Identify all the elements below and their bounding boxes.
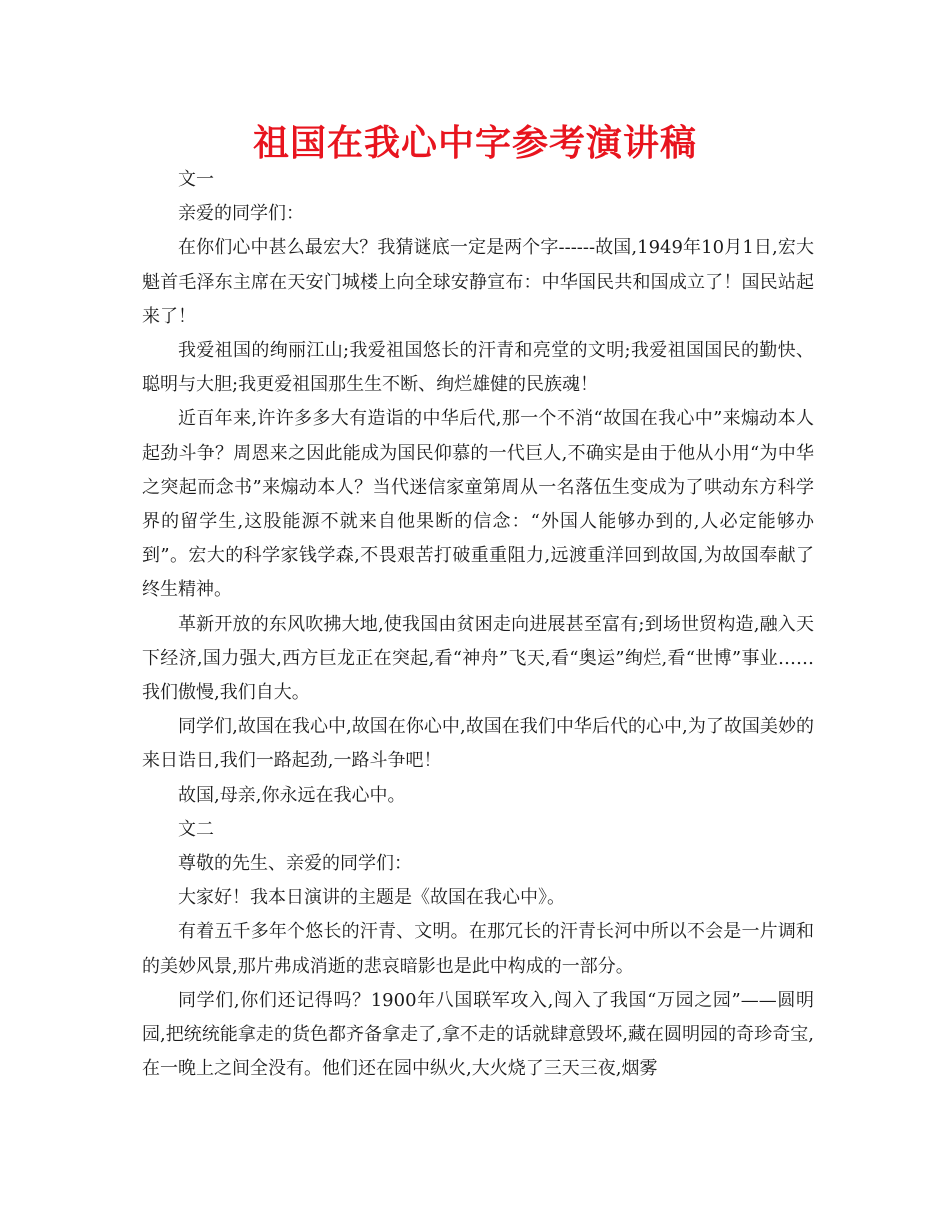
paragraph-closing: 故国,母亲,你永远在我心中。 — [178, 784, 406, 806]
paragraph: 同学们,故国在我心中,故国在你心中,故国在我们中华后代的心中,为了故国美妙的来日诰日,我们一路起劲,一路斗争吧！ — [142, 716, 814, 772]
paragraph-greeting: 尊敬的先生、亲爱的同学们： — [178, 853, 412, 875]
paragraph: 我爱祖国的绚丽江山;我爱祖国悠长的汗青和亮堂的文明;我爱祖国国民的勤快、聪明与大胆;我更爱祖国那生生不断、绚烂雄健的民族魂！ — [142, 340, 814, 396]
paragraph: 革新开放的东风吹拂大地,使我国由贫困走向进展甚至富有;到场世贸构造,融入天下经济,国力强大,西方巨龙正在突起,看“神舟”飞天,看“奥运”绚烂,看“世博”事业……我们傲慢,我们自大。 — [142, 613, 814, 704]
paragraph: 大家好！我本日演讲的主题是《故国在我心中》。 — [178, 887, 565, 909]
paragraph: 在你们心中甚么最宏大？我猜谜底一定是两个字------故国,1949年10月1日,宏大魁首毛泽东主席在天安门城楼上向全球安静宣布：中华国民共和国成立了！国民站起来了！ — [142, 237, 814, 327]
paragraph-section-label: 文二 — [178, 818, 214, 840]
paragraph-section-label: 文一 — [178, 169, 214, 190]
paragraph-greeting: 亲爱的同学们： — [178, 203, 304, 225]
document-body — [142, 163, 814, 1086]
paragraph: 同学们,你们还记得吗？1900年八国联军攻入,闯入了我国“万园之园”——圆明园,把统统能拿走的货色都齐备拿走了,拿不走的话就肆意毁坏,藏在圆明园的奇珍奇宝,在一晚上之间全没有。他们还在园中纵火,大火烧了三天三夜,烟雾 — [142, 989, 814, 1080]
paragraph: 有着五千多年个悠长的汗青、文明。在那冗长的汗青长河中所以不会是一片调和的美妙风景,那片弗成消逝的悲哀暗影也是此中构成的一部分。 — [142, 921, 814, 977]
paragraph: 近百年来,许许多多大有造诣的中华后代,那一个不消“故国在我心中”来煽动本人起劲斗争？周恩来之因此能成为国民仰慕的一代巨人,不确实是由于他从小用“为中华之突起而念书”来煽动本人？当代迷信家童第周从一名落伍生变成为了哄动东方科学界的留学生,这股能源不就来自他果断的信念：“外国人能够办到的,人必定能够办到”。宏大的科学家钱学森,不畏艰苦打破重重阻力,远渡重洋回到故国,为故国奉献了终生精神。 — [142, 408, 814, 601]
document-title: 祖国在我心中字参考演讲稿 — [252, 123, 697, 164]
